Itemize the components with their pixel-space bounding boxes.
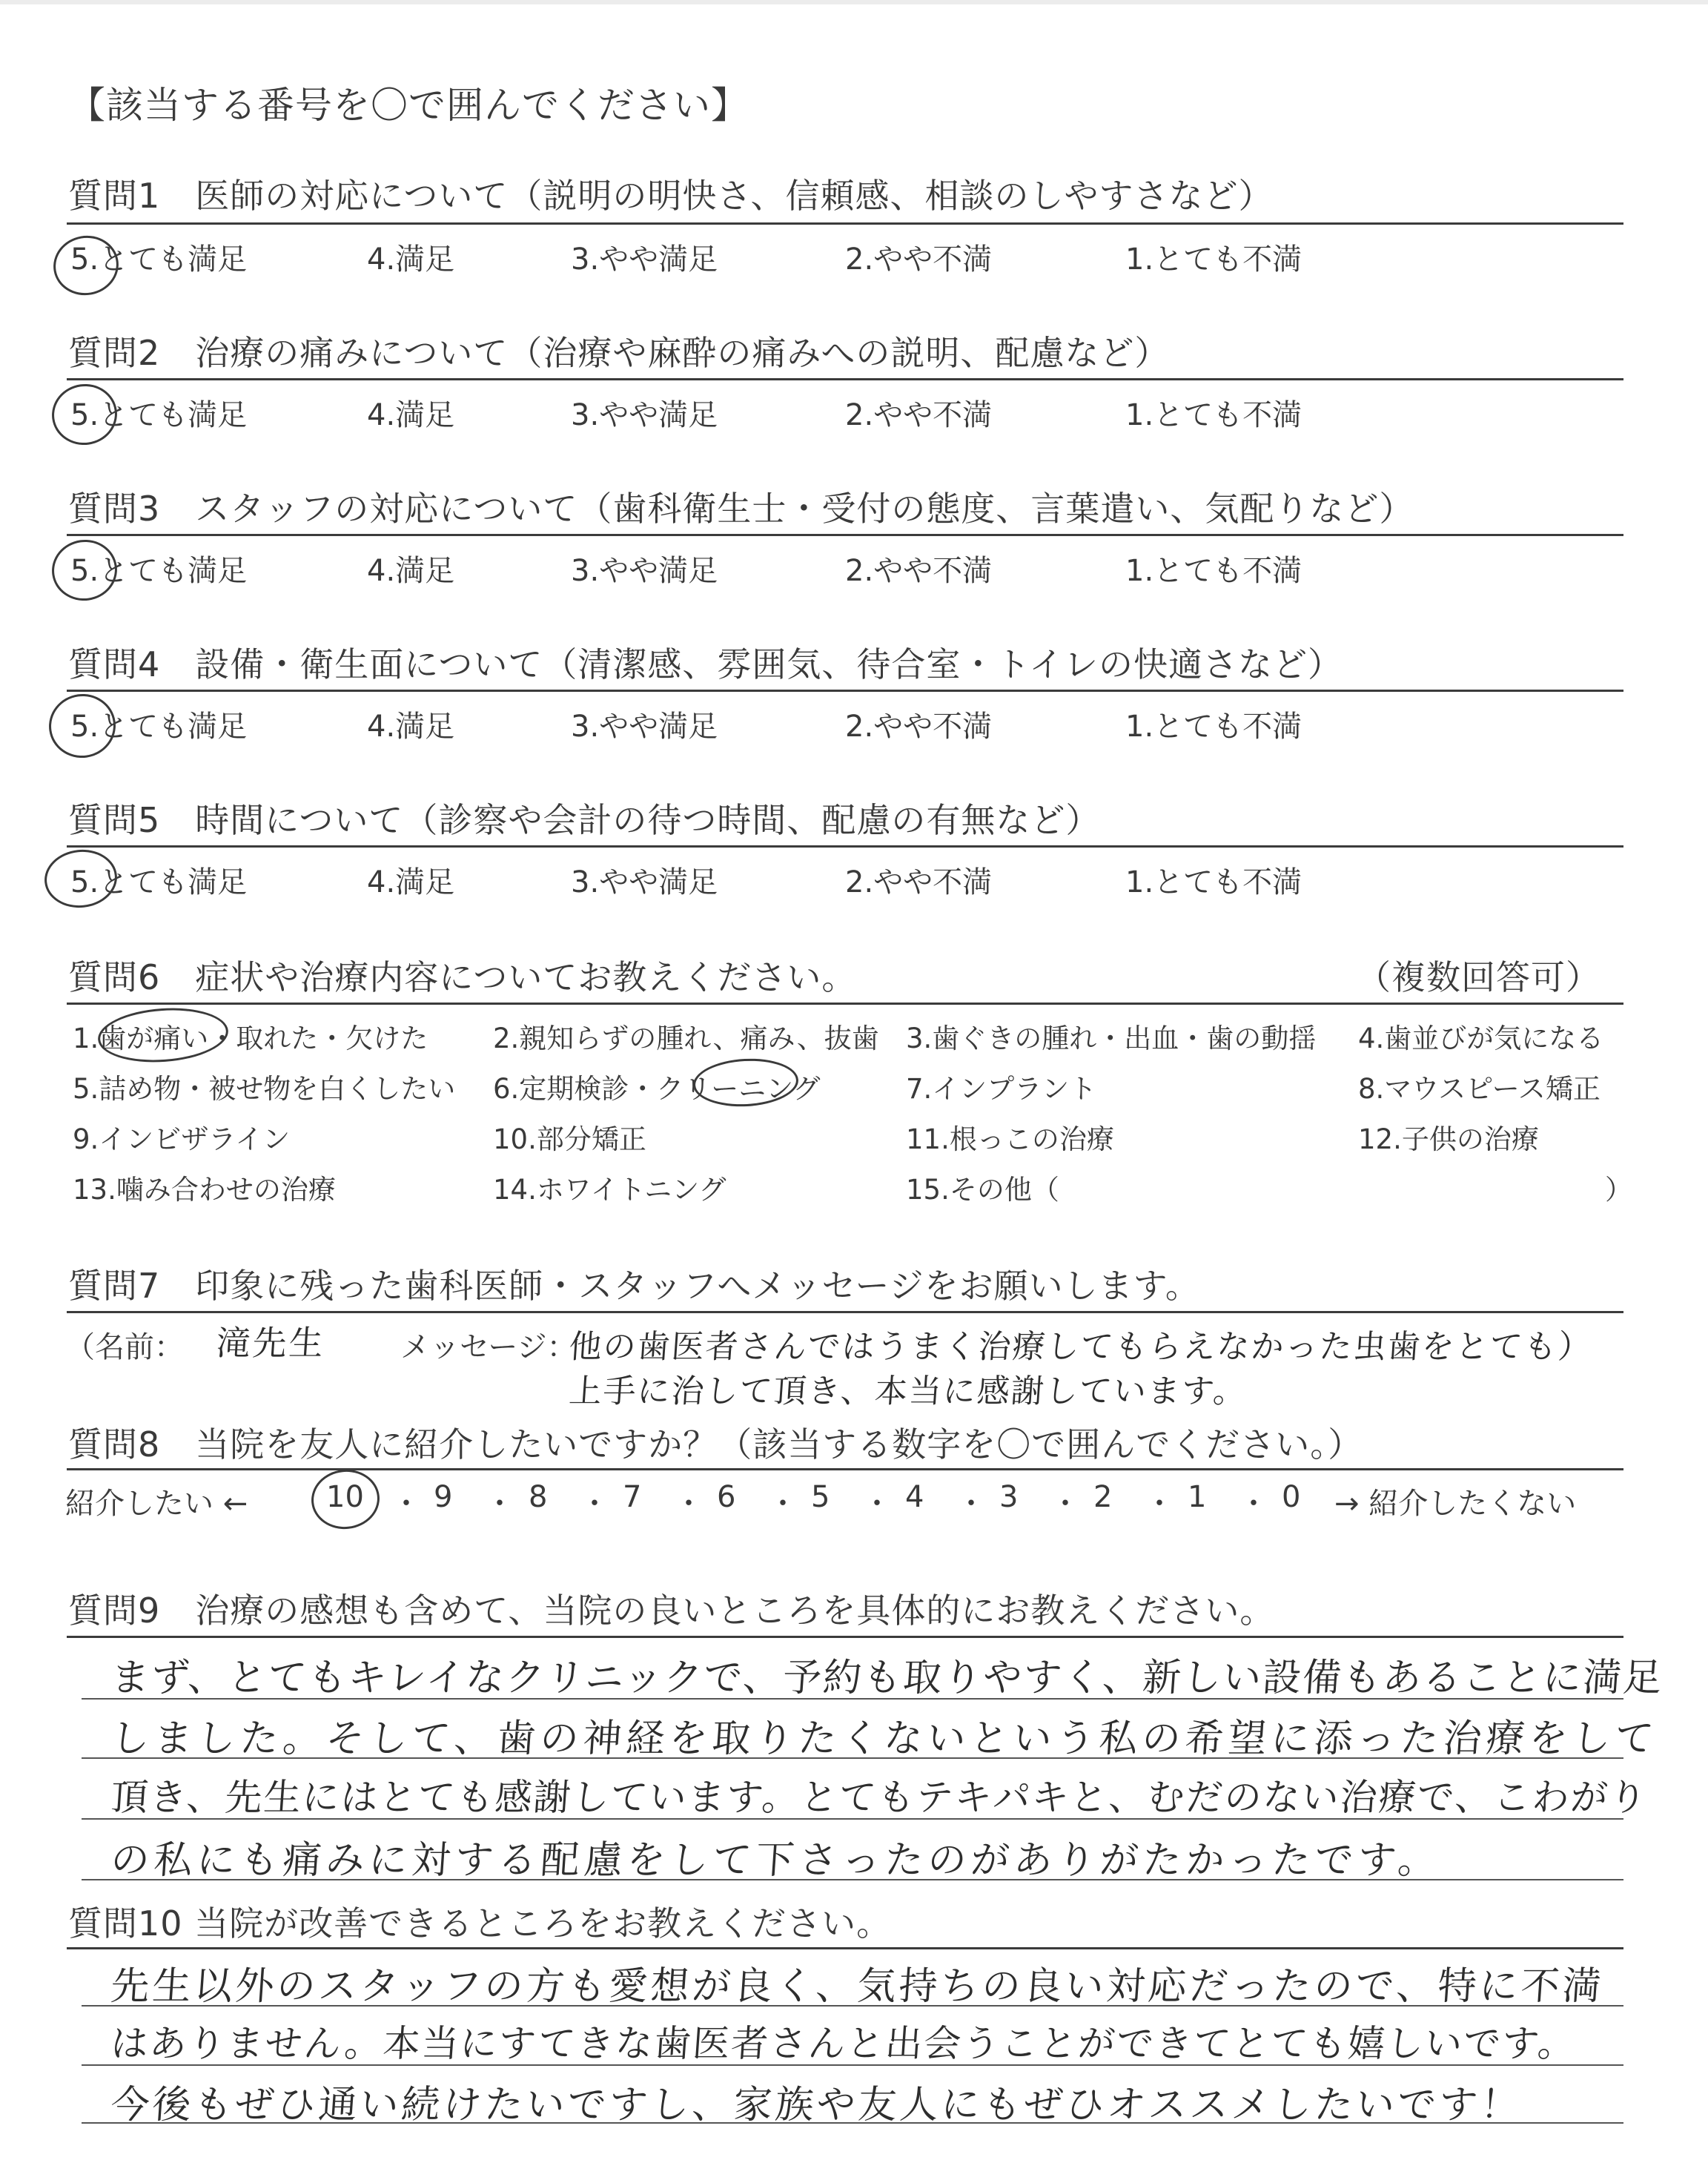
answer-text-line[interactable]: しました。そして、歯の神経を取りたくないという私の希望に添った治療をして — [109, 1717, 1660, 1761]
symptom-item[interactable]: 13.噛み合わせの治療 — [73, 1174, 336, 1206]
symptom-item[interactable]: 10.部分矯正 — [493, 1123, 646, 1155]
symptom-circle-toothache — [96, 1004, 231, 1066]
symptom-item[interactable]: 2.親知らずの腫れ、痛み、抜歯 — [493, 1023, 879, 1054]
scale-value[interactable]: 1 — [1188, 1480, 1207, 1514]
q1-option-1[interactable]: 1.とても不満 — [1125, 242, 1302, 277]
scale-value[interactable]: 5 — [811, 1480, 830, 1514]
q2-option-3[interactable]: 3.やや満足 — [571, 398, 718, 432]
symptom-item[interactable]: 1.歯が痛い・取れた・欠けた — [73, 1023, 428, 1054]
q5-option-5[interactable]: 5.とても満足 — [70, 865, 248, 899]
scale-dot: ・ — [1239, 1487, 1268, 1521]
q4-selection-circle — [44, 690, 119, 762]
q4-option-4[interactable]: 4.満足 — [367, 710, 455, 744]
question-1-rule — [67, 222, 1623, 225]
symptom-item[interactable]: 14.ホワイトニング — [493, 1174, 726, 1206]
symptom-other-close: ） — [1605, 1174, 1632, 1206]
q2-option-1[interactable]: 1.とても不満 — [1125, 398, 1302, 432]
symptom-item[interactable]: 3.歯ぐきの腫れ・出血・歯の動揺 — [906, 1023, 1317, 1054]
question-7-title: 質問7 印象に残った歯科医師・スタッフへメッセージをお願いします。 — [68, 1266, 1200, 1306]
q2-option-4[interactable]: 4.満足 — [367, 398, 455, 432]
q2-option-5[interactable]: 5.とても満足 — [70, 398, 248, 432]
scale-value[interactable]: 3 — [999, 1480, 1019, 1514]
scale-dot: ・ — [956, 1487, 986, 1521]
q3-selection-circle — [48, 535, 122, 604]
scale-value[interactable]: 0 — [1282, 1480, 1301, 1514]
symptom-item[interactable]: 4.歯並びが気になる — [1358, 1023, 1604, 1054]
scan-top-edge — [0, 0, 1708, 4]
question-2-rule — [67, 378, 1623, 380]
question-1-title: 質問1 医師の対応について（説明の明快さ、信頼感、相談のしやすさなど） — [68, 176, 1274, 216]
scale-dot: ・ — [674, 1487, 704, 1521]
symptom-item[interactable]: 15.その他（ — [906, 1174, 1059, 1206]
question-2-title: 質問2 治療の痛みについて（治療や麻酔の痛みへの説明、配慮など） — [68, 333, 1170, 373]
answer-text-line[interactable]: 先生以外のスタッフの方も愛想が良く、気持ちの良い対応だったので、特に不満 — [109, 1964, 1606, 2009]
q3-option-1[interactable]: 1.とても不満 — [1125, 554, 1302, 588]
scale-value[interactable]: 8 — [529, 1480, 548, 1514]
answer-text-line[interactable]: の私にも痛みに対する配慮をして下さったのがありがたかったです。 — [109, 1838, 1443, 1883]
answer-text-line[interactable]: 頂き、先生にはとても感謝しています。とてもテキパキと、むだのない治療で、こわがり — [109, 1776, 1649, 1819]
q4-option-3[interactable]: 3.やや満足 — [571, 710, 718, 744]
q4-option-1[interactable]: 1.とても不満 — [1125, 710, 1302, 744]
q3-option-3[interactable]: 3.やや満足 — [571, 554, 718, 588]
q1-option-4[interactable]: 4.満足 — [367, 242, 455, 277]
answer-text-line[interactable]: はありません。本当にすてきな歯医者さんと出会うことができてとても嬉しいです。 — [109, 2022, 1578, 2065]
q1-option-5[interactable]: 5.とても満足 — [70, 242, 248, 277]
symptom-item[interactable]: 5.詰め物・被せ物を白くしたい — [73, 1073, 456, 1105]
symptom-item[interactable]: 12.子供の治療 — [1358, 1123, 1539, 1155]
question-5-title: 質問5 時間について（診察や会計の待つ時間、配慮の有無など） — [68, 800, 1101, 840]
scale-value[interactable]: 9 — [434, 1480, 453, 1514]
question-10-rule — [67, 1947, 1623, 1949]
scale-value[interactable]: 6 — [717, 1480, 736, 1514]
scale-value[interactable]: 10 — [326, 1480, 364, 1514]
scale-value[interactable]: 7 — [623, 1480, 642, 1514]
q5-option-1[interactable]: 1.とても不満 — [1125, 865, 1302, 899]
symptom-item[interactable]: 11.根っこの治療 — [906, 1123, 1114, 1155]
question-9-rule — [67, 1636, 1623, 1638]
message-label: メッセージ： — [400, 1330, 577, 1364]
scale-dot: ・ — [768, 1487, 798, 1521]
answer-text-line[interactable]: まず、とてもキレイなクリニックで、予約も取りやすく、新しい設備もあることに満足 — [109, 1656, 1665, 1700]
scale-selection-circle — [308, 1466, 383, 1532]
q1-option-3[interactable]: 3.やや満足 — [571, 242, 718, 277]
scale-dot: ・ — [862, 1487, 892, 1521]
q2-option-2[interactable]: 2.やや不満 — [845, 398, 993, 432]
question-10-title: 質問10 当院が改善できるところをお教えください。 — [68, 1903, 892, 1943]
question-6-note: （複数回答可） — [1357, 957, 1601, 997]
message-line-2[interactable]: 上手に治して頂き、本当に感謝しています。 — [567, 1373, 1249, 1410]
scale-dot: ・ — [391, 1487, 421, 1521]
message-line-1[interactable]: 他の歯医者さんではうまく治療してもらえなかった虫歯をとても） — [567, 1328, 1594, 1366]
question-3-title: 質問3 スタッフの対応について（歯科衛生士・受付の態度、言葉遣い、気配りなど） — [68, 489, 1414, 529]
scale-dot: ・ — [580, 1487, 609, 1521]
question-4-rule — [67, 690, 1623, 692]
scale-value[interactable]: 4 — [905, 1480, 924, 1514]
recommend-left-label: 紹介したい ← — [65, 1487, 248, 1521]
staff-name-value[interactable]: 滝先生 — [214, 1323, 327, 1363]
q2-selection-circle — [48, 380, 122, 449]
symptom-item[interactable]: 8.マウスピース矯正 — [1358, 1073, 1601, 1105]
question-5-rule — [67, 845, 1623, 848]
q3-option-4[interactable]: 4.満足 — [367, 554, 455, 588]
q5-option-3[interactable]: 3.やや満足 — [571, 865, 718, 899]
question-9-title: 質問9 治療の感想も含めて、当院の良いところを具体的にお教えください。 — [68, 1591, 1275, 1631]
q5-selection-circle — [42, 846, 120, 911]
q5-option-4[interactable]: 4.満足 — [367, 865, 455, 899]
q1-option-2[interactable]: 2.やや不満 — [845, 242, 993, 277]
scale-dot: ・ — [1145, 1487, 1174, 1521]
scale-dot: ・ — [485, 1487, 514, 1521]
answer-text-line[interactable]: 今後もぜひ通い続けたいですし、家族や友人にもぜひオススメしたいです！ — [109, 2083, 1524, 2127]
q3-option-2[interactable]: 2.やや不満 — [845, 554, 993, 588]
staff-name-label: （名前： — [65, 1330, 184, 1364]
question-6-rule — [67, 1003, 1623, 1005]
question-8-title: 質問8 当院を友人に紹介したいですか？（該当する数字を〇で囲んでください。） — [68, 1424, 1363, 1464]
symptom-item[interactable]: 7.インプラント — [906, 1073, 1097, 1105]
question-6-title: 質問6 症状や治療内容についてお教えください。 — [68, 957, 857, 997]
scale-value[interactable]: 2 — [1093, 1480, 1113, 1514]
symptom-item[interactable]: 9.インビザライン — [73, 1123, 291, 1155]
question-4-title: 質問4 設備・衛生面について（清潔感、雰囲気、待合室・トイレの快適さなど） — [68, 644, 1343, 684]
q5-option-2[interactable]: 2.やや不満 — [845, 865, 993, 899]
symptom-item[interactable]: 6.定期検診・クリーニング — [493, 1073, 821, 1105]
recommend-right-label: → 紹介したくない — [1334, 1487, 1577, 1521]
scale-dot: ・ — [1050, 1487, 1080, 1521]
q4-option-2[interactable]: 2.やや不満 — [845, 710, 993, 744]
question-3-rule — [67, 534, 1623, 536]
form-header: 【該当する番号を〇で囲んでください】 — [68, 84, 749, 127]
q3-option-5[interactable]: 5.とても満足 — [70, 554, 248, 588]
question-7-rule — [67, 1311, 1623, 1313]
q4-option-5[interactable]: 5.とても満足 — [70, 710, 248, 744]
question-8-rule — [67, 1468, 1623, 1470]
